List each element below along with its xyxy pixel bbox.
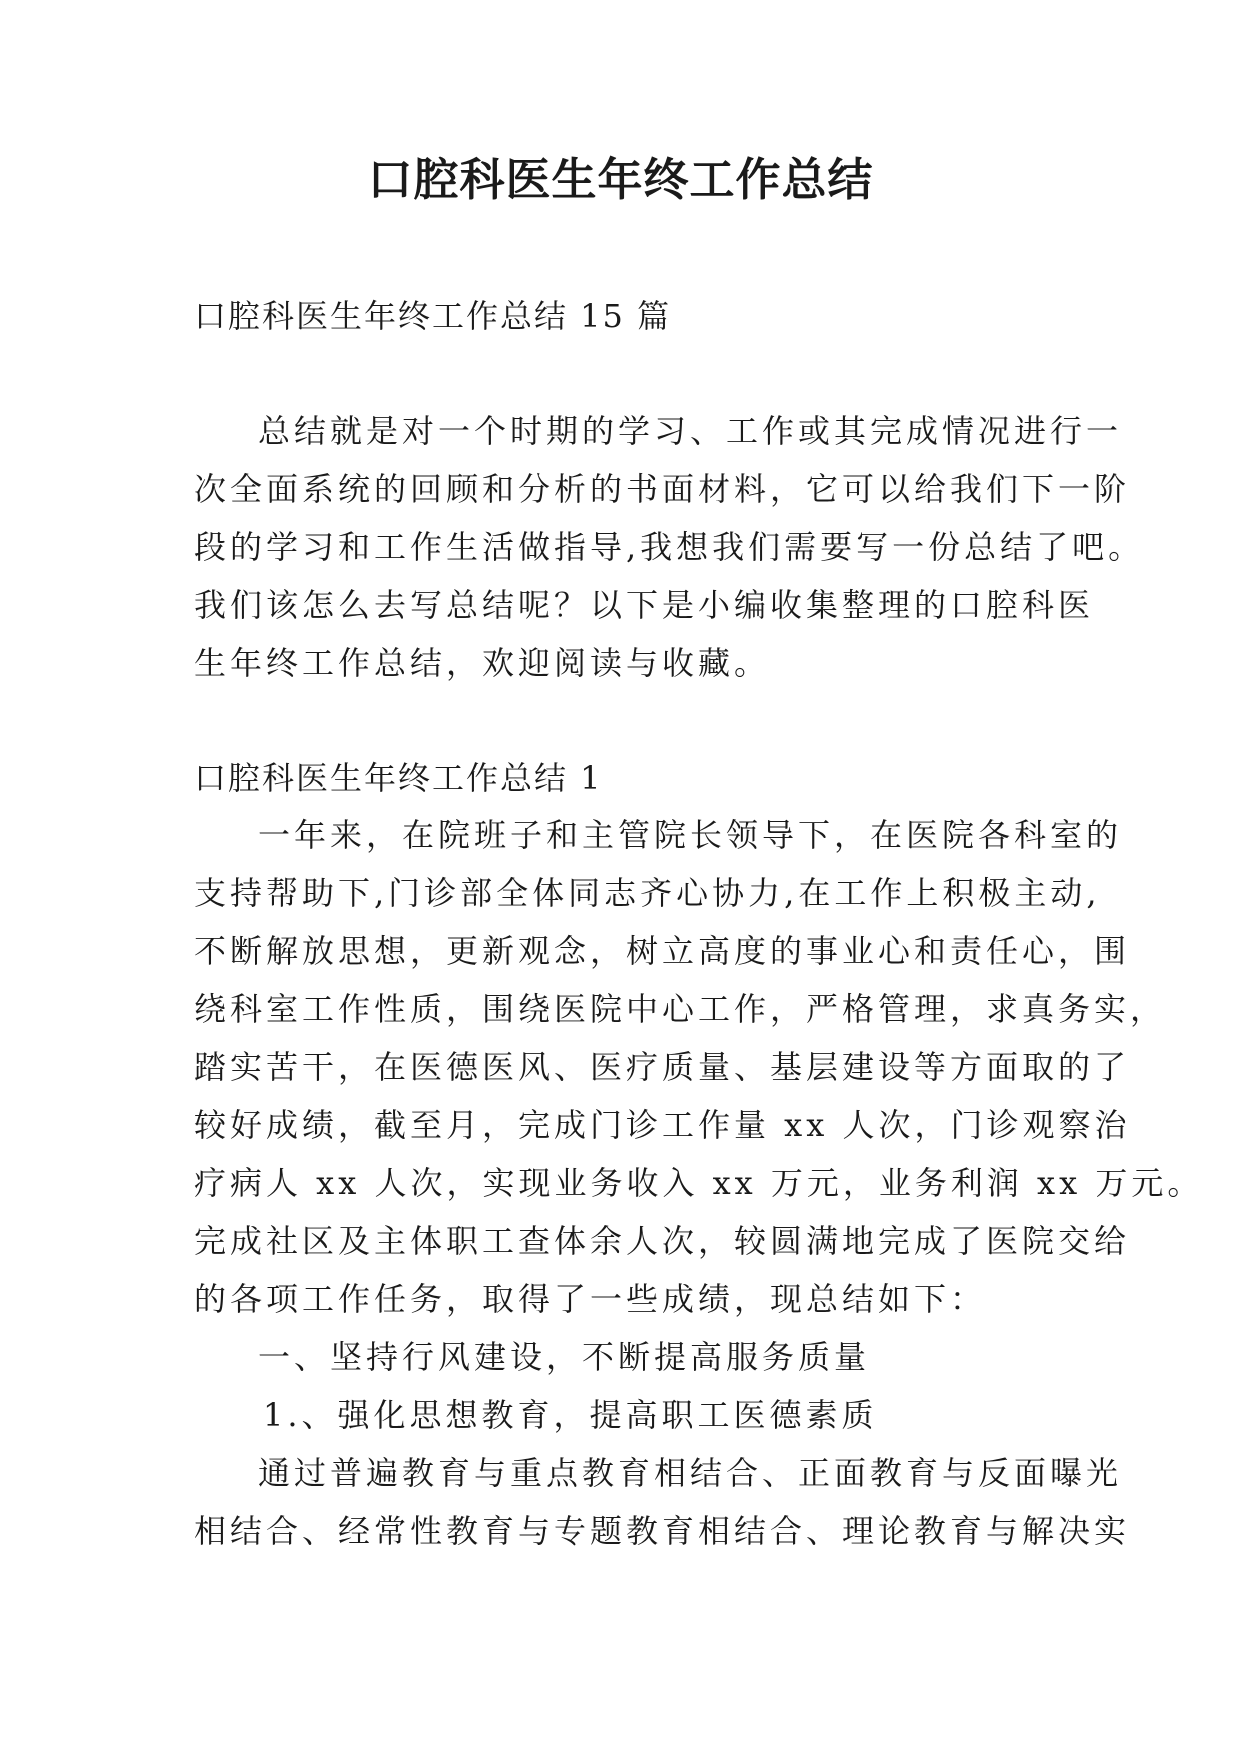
section-heading: 口腔科医生年终工作总结 1 xyxy=(194,759,603,797)
intro-line: 段的学习和工作生活做指导,我想我们需要写一份总结了吧。 xyxy=(194,528,1145,566)
body-line: 绕科室工作性质，围绕医院中心工作，严格管理，求真务实， xyxy=(194,990,1167,1028)
document-title: 口腔科医生年终工作总结 xyxy=(367,153,874,206)
intro-line: 总结就是对一个时期的学习、工作或其完成情况进行一 xyxy=(258,412,1123,450)
body-line: 通过普遍教育与重点教育相结合、正面教育与反面曝光 xyxy=(258,1454,1123,1492)
body-line: 较好成绩，截至月，完成门诊工作量 xx 人次，门诊观察治 xyxy=(194,1106,1131,1144)
intro-line: 次全面系统的回顾和分析的书面材料，它可以给我们下一阶 xyxy=(194,470,1131,508)
body-line: 疗病人 xx 人次，实现业务收入 xx 万元，业务利润 xx 万元。 xyxy=(194,1164,1204,1202)
body-line: 相结合、经常性教育与专题教育相结合、理论教育与解决实 xyxy=(194,1512,1131,1550)
intro-line: 我们该怎么去写总结呢？以下是小编收集整理的口腔科医 xyxy=(194,586,1095,624)
subheading-line: 1.、强化思想教育，提高职工医德素质 xyxy=(263,1396,878,1434)
intro-line: 生年终工作总结，欢迎阅读与收藏。 xyxy=(194,644,771,682)
body-line: 不断解放思想，更新观念，树立高度的事业心和责任心，围 xyxy=(194,932,1131,970)
subheading-line: 一、坚持行风建设，不断提高服务质量 xyxy=(258,1338,871,1376)
body-line: 踏实苦干，在医德医风、医疗质量、基层建设等方面取的了 xyxy=(194,1048,1131,1086)
document-subtitle: 口腔科医生年终工作总结 15 篇 xyxy=(194,297,672,335)
body-line: 支持帮助下,门诊部全体同志齐心协力,在工作上积极主动, xyxy=(194,874,1101,912)
body-line: 的各项工作任务，取得了一些成绩，现总结如下： xyxy=(194,1280,987,1318)
body-line: 完成社区及主体职工查体余人次，较圆满地完成了医院交给 xyxy=(194,1222,1131,1260)
body-line: 一年来，在院班子和主管院长领导下，在医院各科室的 xyxy=(258,816,1123,854)
